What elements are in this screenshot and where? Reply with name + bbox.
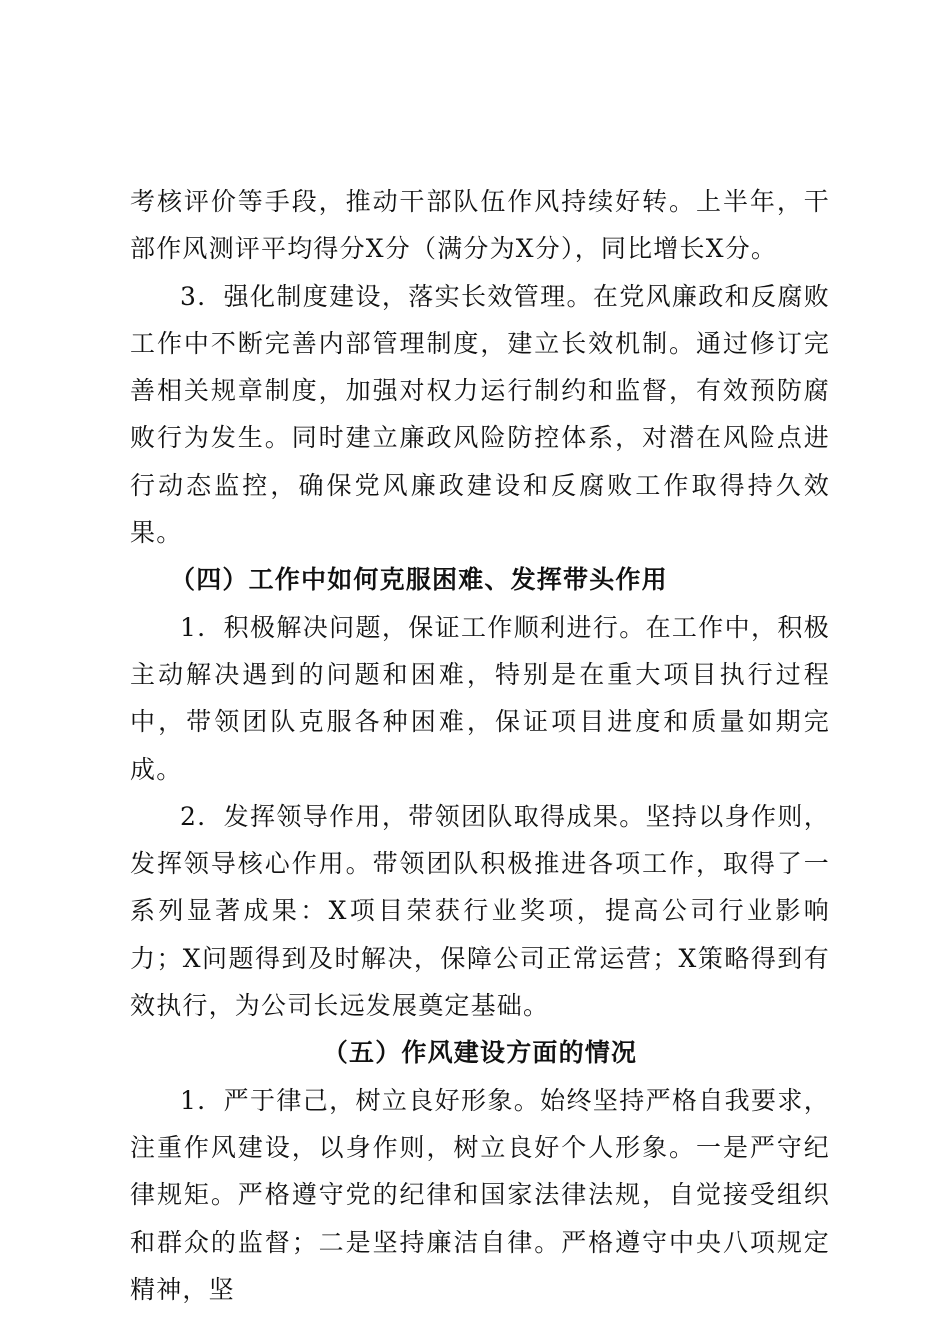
paragraph-solve-problems: 1．积极解决问题，保证工作顺利进行。在工作中，积极主动解决遇到的问题和困难，特别是在重大项目执行过程中，带领团队克服各种困难，保证项目进度和质量如期完成。 [130, 612, 830, 784]
paragraph-self-discipline: 1．严于律己，树立良好形象。始终坚持严格自我要求，注重作风建设，以身作则，树立良好个人形象。一是严守纪律规矩。严格遵守党的纪律和国家法律法规，自觉接受组织和群众的监督；二是坚持廉洁自律。严格遵守中央八项规定精神，坚 [130, 1085, 830, 1304]
section-heading-4: （四）工作中如何克服困难、发挥带头作用 [170, 565, 668, 595]
section-heading-5: （五）作风建设方面的情况 [322, 1038, 638, 1068]
paragraph-leadership: 2．发挥领导作用，带领团队取得成果。坚持以身作则，发挥领导核心作用。带领团队积极推进各项工作，取得了一系列显著成果：X项目荣获行业奖项，提高公司行业影响力；X问题得到及时解决，保障公司正常运营；X策略得到有效执行，为公司长远发展奠定基础。 [130, 801, 830, 1021]
document-body [130, 178, 830, 1313]
paragraph-continuation: 考核评价等手段，推动干部队伍作风持续好转。上半年，干部作风测评平均得分X分（满分为X分），同比增长X分。 [130, 187, 830, 264]
paragraph-institution-building: 3．强化制度建设，落实长效管理。在党风廉政和反腐败工作中不断完善内部管理制度，建立长效机制。通过修订完善相关规章制度，加强对权力运行制约和监督，有效预防腐败行为发生。同时建立廉政风险防控体系，对潜在风险点进行动态监控，确保党风廉政建设和反腐败工作取得持久效果。 [130, 281, 830, 548]
